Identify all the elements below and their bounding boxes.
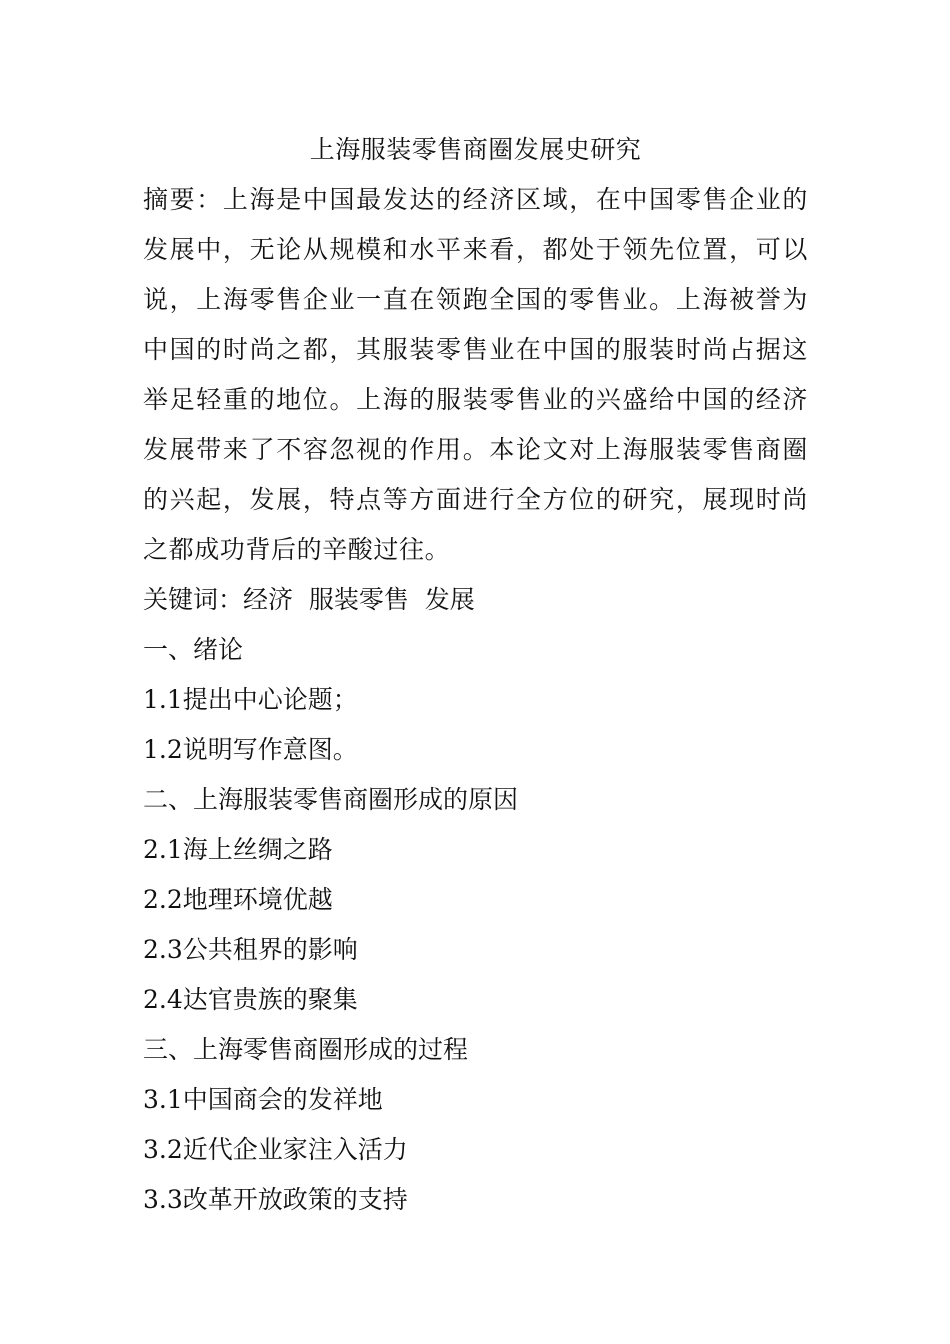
- outline-item: 一、绪论: [143, 635, 244, 664]
- outline-item: 3.3改革开放政策的支持: [143, 1185, 408, 1214]
- outline-item: 三、上海零售商圈形成的过程: [143, 1035, 469, 1064]
- outline-item: 3.1中国商会的发祥地: [143, 1085, 383, 1114]
- outline-item: 2.3公共租界的影响: [143, 935, 358, 964]
- document-title: 上海服装零售商圈发展史研究: [309, 135, 642, 164]
- outline-item: 1.2说明写作意图。: [143, 735, 358, 764]
- outline-item: 2.2地理环境优越: [143, 885, 333, 914]
- outline-item: 3.2近代企业家注入活力: [143, 1135, 408, 1164]
- keywords-line: 关键词：经济 服装零售 发展: [143, 585, 475, 614]
- outline-item: 1.1提出中心论题；: [143, 685, 358, 714]
- abstract-paragraph: 摘要：上海是中国最发达的经济区域，在中国零售企业的发展中，无论从规模和水平来看，都处于领先位置，可以说，上海零售企业一直在领跑全国的零售业。上海被誉为中国的时尚之都，其服装零售业在中国的服装时尚占据这举足轻重的地位。上海的服装零售业的兴盛给中国的经济发展带来了不容忽视的作用。本论文对上海服装零售商圈的兴起，发展，特点等方面进行全方位的研究，展现时尚之都成功背后的辛酸过往。: [143, 185, 808, 564]
- outline-item: 二、上海服装零售商圈形成的原因: [143, 785, 519, 814]
- document-page: [143, 125, 808, 1225]
- outline-list: [143, 625, 808, 1225]
- outline-item: 2.1海上丝绸之路: [143, 835, 333, 864]
- outline-item: 2.4达官贵族的聚集: [143, 985, 358, 1014]
